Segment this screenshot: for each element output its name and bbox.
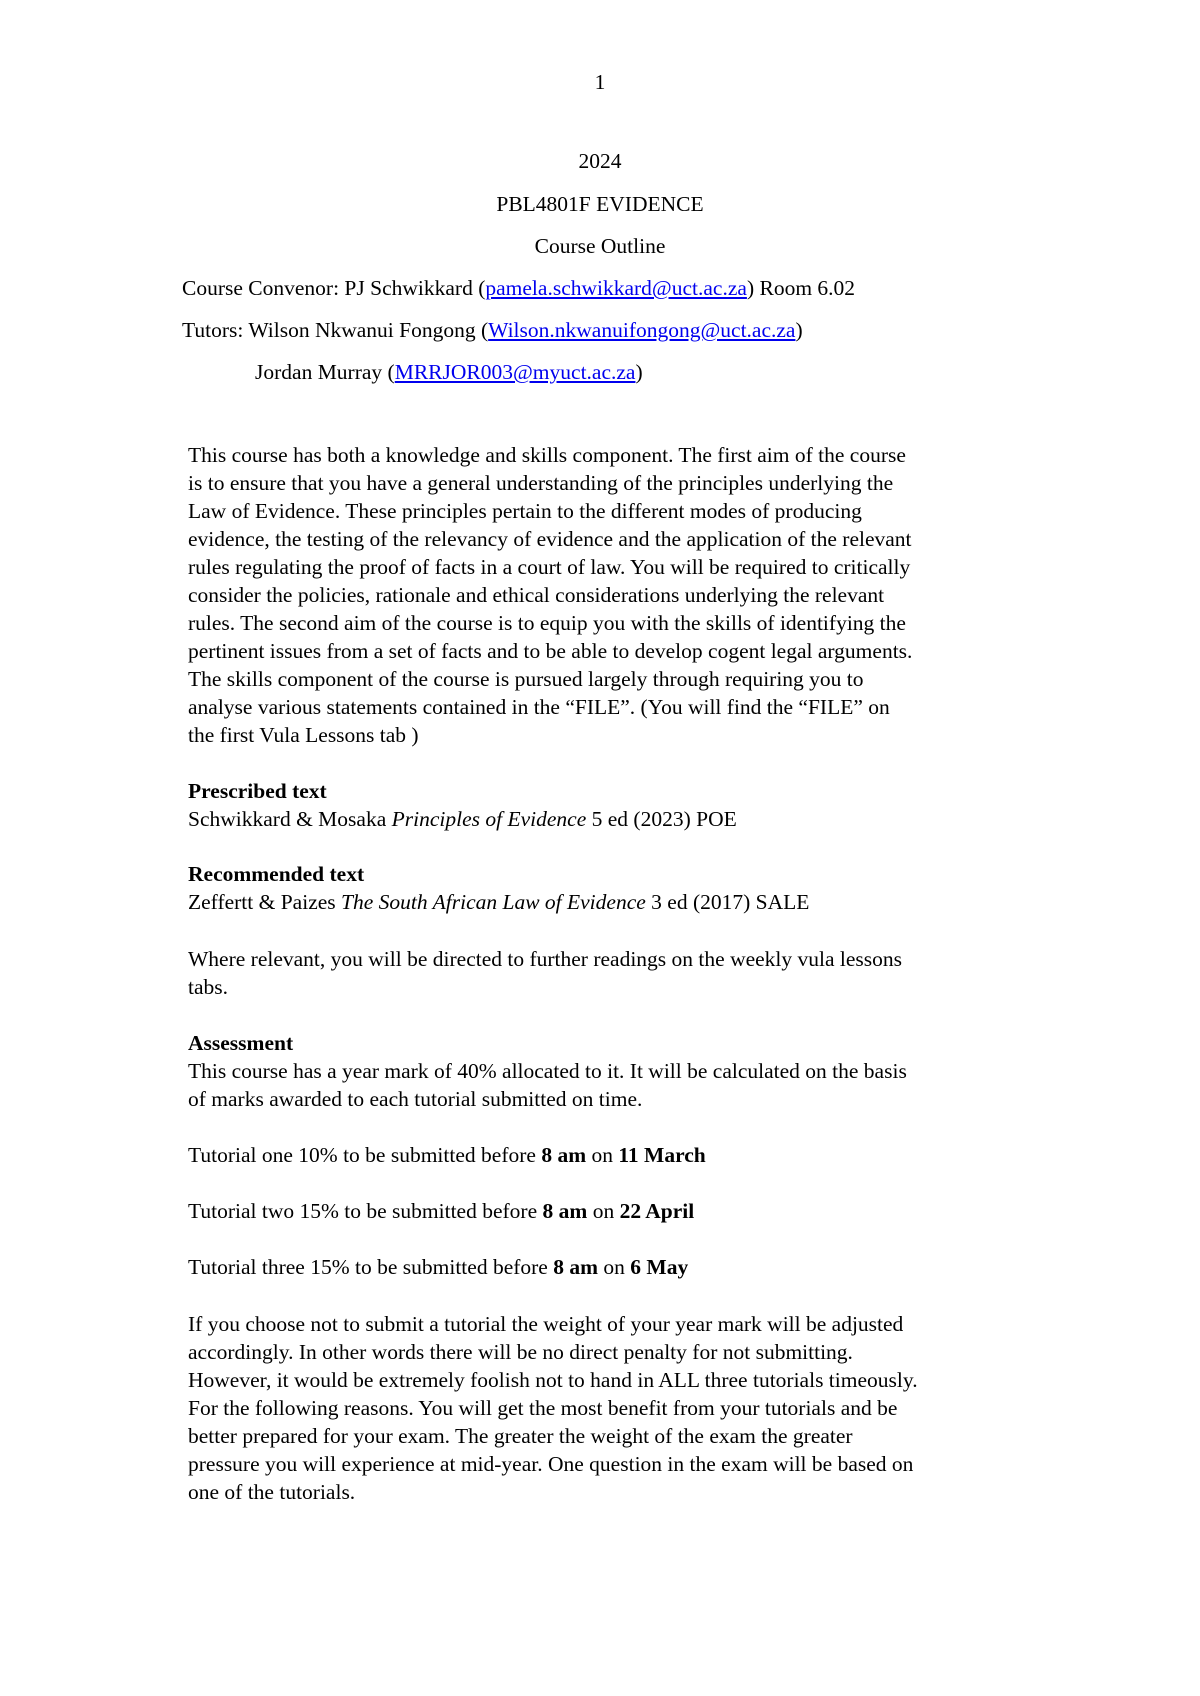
tutorial-one-time: 8 am [541, 1143, 587, 1167]
tutorial-three-text: Tutorial three 15% to be submitted before [188, 1255, 554, 1279]
recommended-section [188, 860, 1028, 916]
prescribed-citation [188, 805, 1028, 833]
tutorial-one-date: 11 March [618, 1143, 706, 1167]
closing-line: accordingly. In other words there will be no direct penalty for not submitting. [188, 1340, 853, 1364]
tutorial-three-time: 8 am [553, 1255, 599, 1279]
year: 2024 [578, 149, 622, 173]
prescribed-title: Principles of Evidence [391, 807, 587, 831]
recommended-citation [188, 888, 1028, 916]
intro-line: rules regulating the proof of facts in a court of law. You will be required to critically [188, 555, 911, 579]
tutorial-three-on: on [598, 1255, 631, 1279]
convenor-label: Course Convenor: PJ Schwikkard ( [182, 276, 486, 300]
closing-line: better prepared for your exam. The greater the weight of the exam the greater [188, 1424, 853, 1448]
tutorial-one-text: Tutorial one 10% to be submitted before [188, 1143, 542, 1167]
closing-line: If you choose not to submit a tutorial the weight of your year mark will be adjusted [188, 1312, 904, 1336]
intro-line: consider the policies, rationale and ethical considerations underlying the relevant [188, 583, 885, 607]
prescribed-heading: Prescribed text [188, 779, 327, 803]
tutor-line-1 [182, 316, 803, 344]
assessment-heading: Assessment [188, 1031, 294, 1055]
convenor-room: ) Room 6.02 [746, 276, 856, 300]
tutorial-two-on: on [587, 1199, 620, 1223]
recommended-heading: Recommended text [188, 862, 365, 886]
closing-line: one of the tutorials. [188, 1480, 356, 1504]
tutorial-three-date: 6 May [630, 1255, 689, 1279]
intro-line: rules. The second aim of the course is to equip you with the skills of identifying the [188, 611, 906, 635]
further-reading-line: tabs. [188, 975, 229, 999]
intro-line: is to ensure that you have a general understanding of the principles underlying the [188, 471, 894, 495]
prescribed-authors: Schwikkard & Mosaka [188, 807, 392, 831]
further-reading-paragraph [188, 945, 1028, 1001]
intro-line: This course has both a knowledge and skills component. The first aim of the course [188, 443, 906, 467]
intro-line: The skills component of the course is pursued largely through requiring you to [188, 667, 864, 691]
tutor-2-suffix: ) [635, 360, 643, 384]
intro-line: Law of Evidence. These principles pertain to the different modes of producing [188, 499, 862, 523]
prescribed-details: 5 ed (2023) POE [586, 807, 737, 831]
tutor-1-suffix: ) [795, 318, 803, 342]
recommended-authors: Zeffertt & Paizes [188, 890, 342, 914]
further-reading-line: Where relevant, you will be directed to further readings on the weekly vula lessons [188, 947, 903, 971]
tutorial-two-text: Tutorial two 15% to be submitted before [188, 1199, 543, 1223]
intro-line: pertinent issues from a set of facts and to be able to develop cogent legal arguments. [188, 639, 913, 663]
closing-paragraph [188, 1310, 1028, 1506]
prescribed-section [188, 777, 1028, 833]
tutor-1-label: Tutors: Wilson Nkwanui Fongong ( [182, 318, 489, 342]
tutorial-two-date: 22 April [619, 1199, 695, 1223]
tutor-1-email-link[interactable]: Wilson.nkwanuifongong@uct.ac.za [488, 318, 796, 342]
tutorial-three [188, 1253, 1028, 1281]
tutorial-two-time: 8 am [542, 1199, 588, 1223]
recommended-title: The South African Law of Evidence [341, 890, 646, 914]
tutorial-two [188, 1197, 1028, 1225]
tutor-2-email-link[interactable]: MRRJOR003@myuct.ac.za [394, 360, 636, 384]
document-subtitle: Course Outline [534, 234, 666, 258]
tutor-line-2 [255, 358, 643, 386]
course-title: PBL4801F EVIDENCE [496, 192, 704, 216]
intro-line: evidence, the testing of the relevancy of evidence and the application of the relevant [188, 527, 912, 551]
convenor-email-link[interactable]: pamela.schwikkard@uct.ac.za [485, 276, 747, 300]
recommended-details: 3 ed (2017) SALE [645, 890, 810, 914]
tutor-2-label: Jordan Murray ( [255, 360, 395, 384]
assessment-line: This course has a year mark of 40% allocated to it. It will be calculated on the basis [188, 1059, 907, 1083]
closing-line: pressure you will experience at mid-year. One question in the exam will be based on [188, 1452, 914, 1476]
page-number: 1 [594, 70, 606, 94]
intro-line: analyse various statements contained in the “FILE”. (You will find the “FILE” on [188, 695, 890, 719]
tutorial-one-on: on [586, 1143, 619, 1167]
assessment-section [188, 1029, 1028, 1113]
tutorial-one [188, 1141, 1028, 1169]
convenor-line [182, 274, 855, 302]
intro-line: the first Vula Lessons tab ) [188, 723, 419, 747]
closing-line: For the following reasons. You will get the most benefit from your tutorials and be [188, 1396, 898, 1420]
assessment-line: of marks awarded to each tutorial submitted on time. [188, 1087, 643, 1111]
intro-paragraph [188, 441, 1028, 749]
closing-line: However, it would be extremely foolish not to hand in ALL three tutorials timeously. [188, 1368, 918, 1392]
